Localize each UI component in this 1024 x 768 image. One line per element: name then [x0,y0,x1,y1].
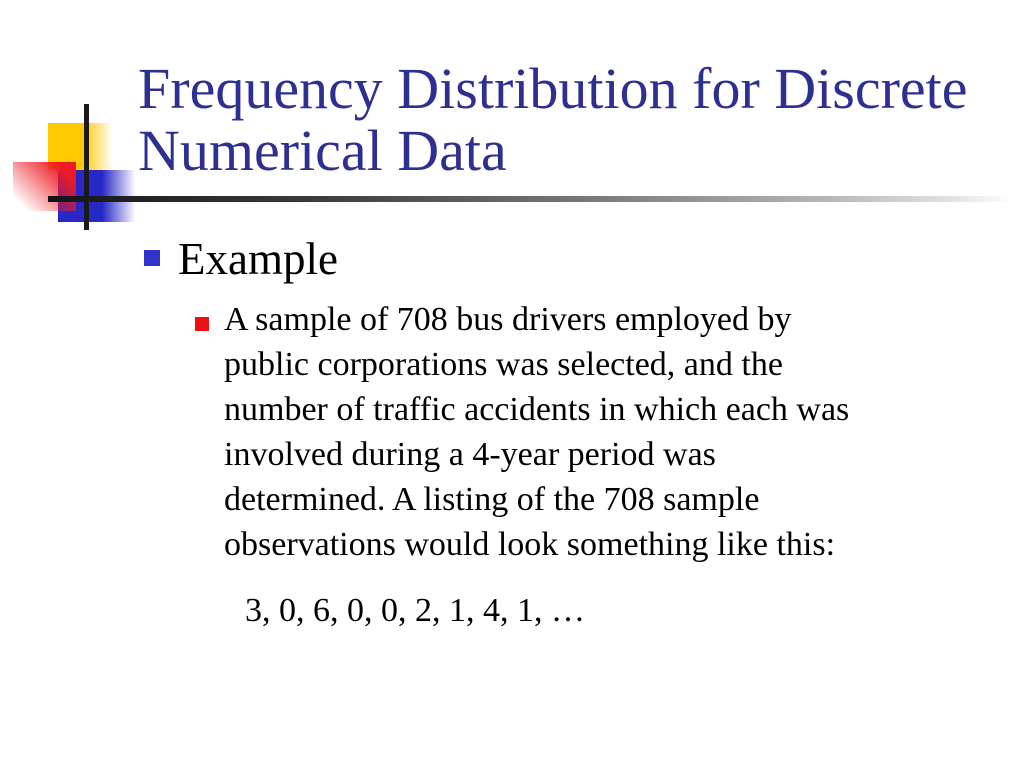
body-line: determined. A listing of the 708 sample [224,481,760,518]
decor-vertical-line [84,104,89,230]
body-line: number of traffic accidents in which each was [224,391,850,428]
body-line: observations would look something like this: [224,526,836,563]
bullet-item-description [224,297,849,567]
level1-square-bullet-icon [144,250,160,266]
title-underline-rule [48,196,1012,202]
body-line: involved during a 4-year period was [224,436,716,473]
body-line: public corporations was selected, and the [224,346,783,383]
sample-observations: 3, 0, 6, 0, 0, 2, 1, 4, 1, … [245,592,585,629]
red-square-icon [13,162,76,211]
title-line-1: Frequency Distribution for Discrete [138,56,968,121]
level2-square-bullet-icon [195,317,209,331]
bullet-item-example: Example [178,234,338,284]
body-line: A sample of 708 bus drivers employed by [224,301,792,338]
title-line-2: Numerical Data [138,118,507,183]
slide-title [138,58,968,182]
